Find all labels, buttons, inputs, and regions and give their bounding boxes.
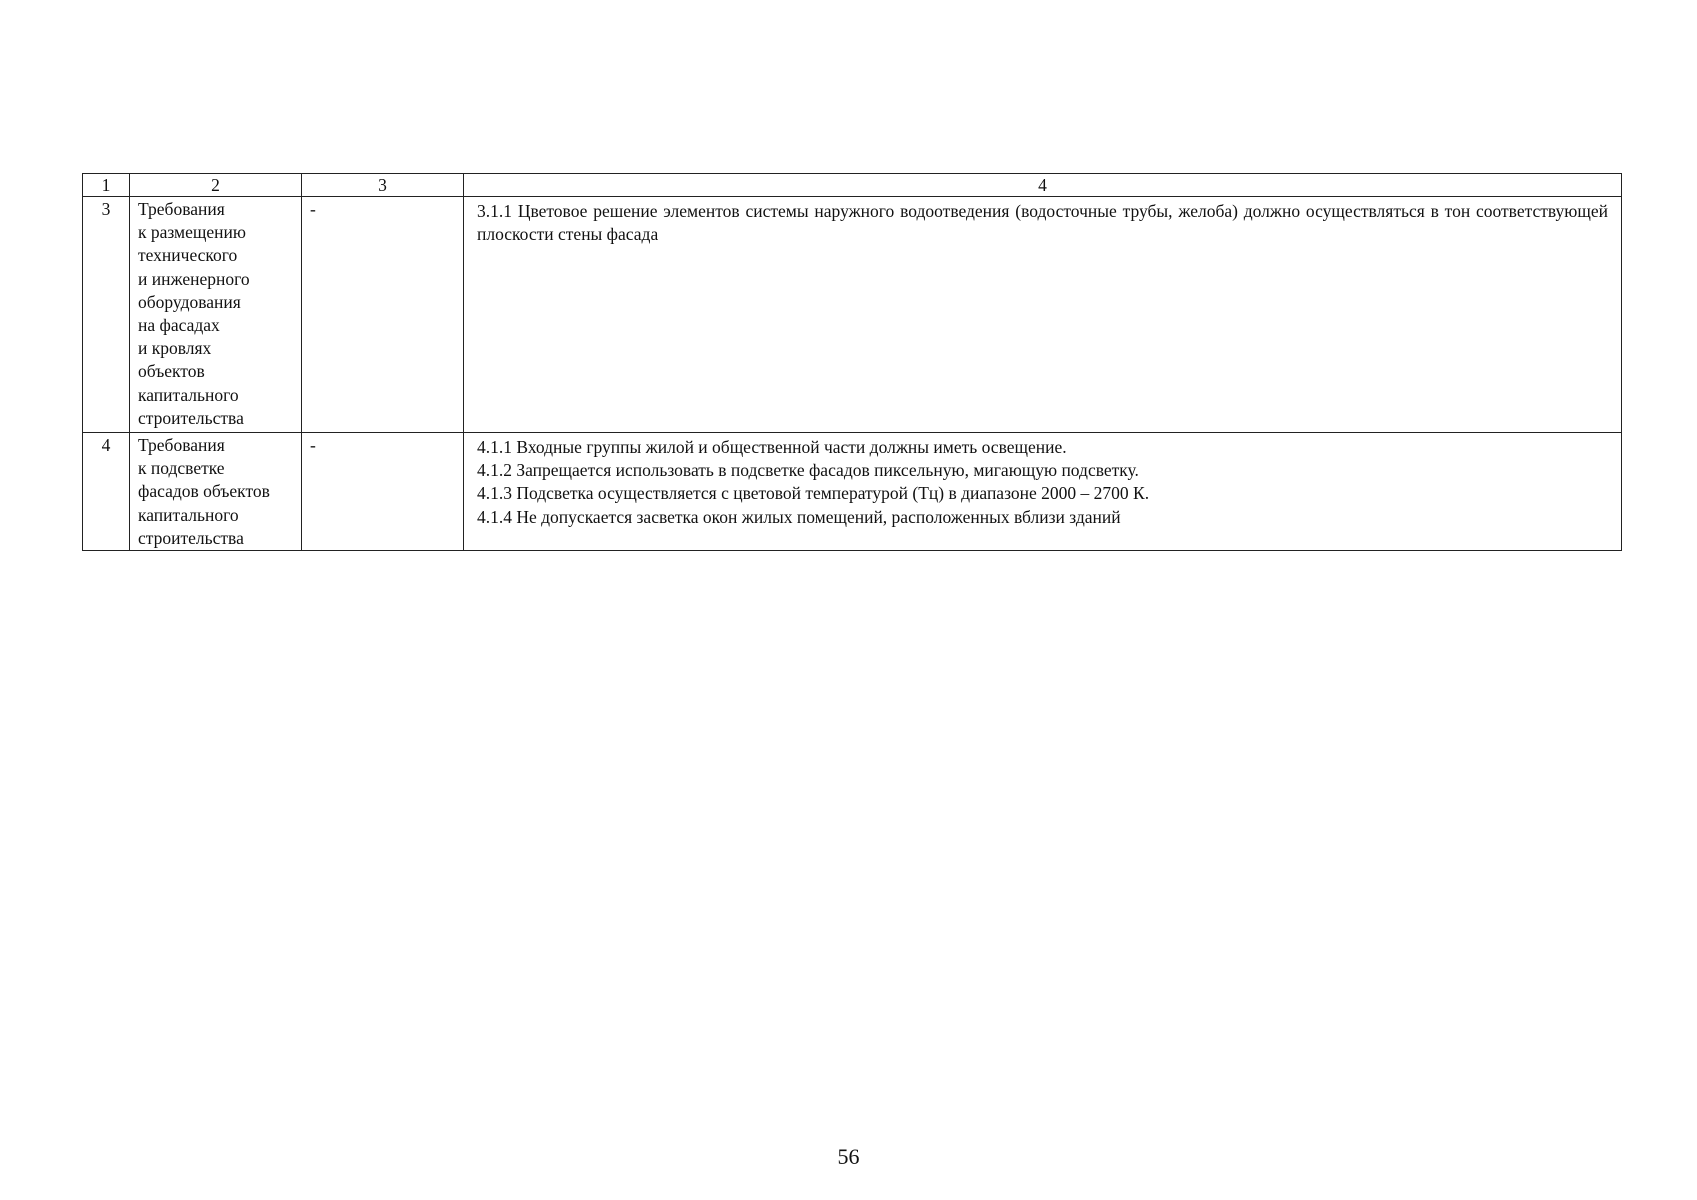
table-row — [83, 197, 1622, 433]
row-number: 4 — [83, 433, 130, 551]
header-cell-3: 3 — [302, 174, 464, 197]
title-line: и кровлях — [138, 338, 212, 359]
content-paragraph: 4.1.2 Запрещается использовать в подсветке фасадов пиксельную, мигающую подсветку. — [477, 460, 1139, 481]
table-header-row — [83, 174, 1622, 197]
column-3-value: - — [302, 433, 464, 551]
requirements-table — [82, 173, 1622, 551]
title-line: и инженерного — [138, 268, 250, 289]
title-line: капитального — [138, 384, 239, 405]
header-cell-2: 2 — [130, 174, 302, 197]
requirement-title — [130, 433, 302, 551]
requirement-title — [130, 197, 302, 433]
content-paragraph: 4.1.4 Не допускается засветка окон жилых помещений, расположенных вблизи зданий — [477, 506, 1121, 527]
requirement-content — [464, 197, 1622, 433]
content-paragraph: 4.1.1 Входные группы жилой и общественной части должны иметь освещение. — [477, 437, 1067, 457]
row-number: 3 — [83, 197, 130, 433]
header-cell-1: 1 — [83, 174, 130, 197]
title-line: Требования — [138, 435, 225, 455]
table-row — [83, 433, 1622, 551]
title-line: к размещению — [138, 222, 246, 243]
title-line: оборудования — [138, 291, 241, 312]
title-line: строительства — [138, 527, 244, 548]
title-line: фасадов объектов — [138, 481, 270, 502]
title-line: Требования — [138, 199, 225, 219]
column-3-value: - — [302, 197, 464, 433]
title-line: к подсветке — [138, 458, 225, 479]
title-line: на фасадах — [138, 315, 220, 336]
title-line: капитального — [138, 504, 239, 525]
content-paragraph: 3.1.1 Цветовое решение элементов системы наружного водоотведения (водосточные трубы, желоба) должно осуществляться в тон соответствующей плоскости стены фасада — [477, 201, 1608, 245]
title-line: объектов — [138, 361, 205, 382]
page-number: 56 — [837, 1144, 860, 1169]
title-line: технического — [138, 245, 238, 266]
requirement-content — [464, 433, 1622, 551]
title-line: строительства — [138, 407, 244, 428]
header-cell-4: 4 — [464, 174, 1622, 197]
content-paragraph: 4.1.3 Подсветка осуществляется с цветовой температурой (Тц) в диапазоне 2000 – 2700 К. — [477, 483, 1150, 504]
